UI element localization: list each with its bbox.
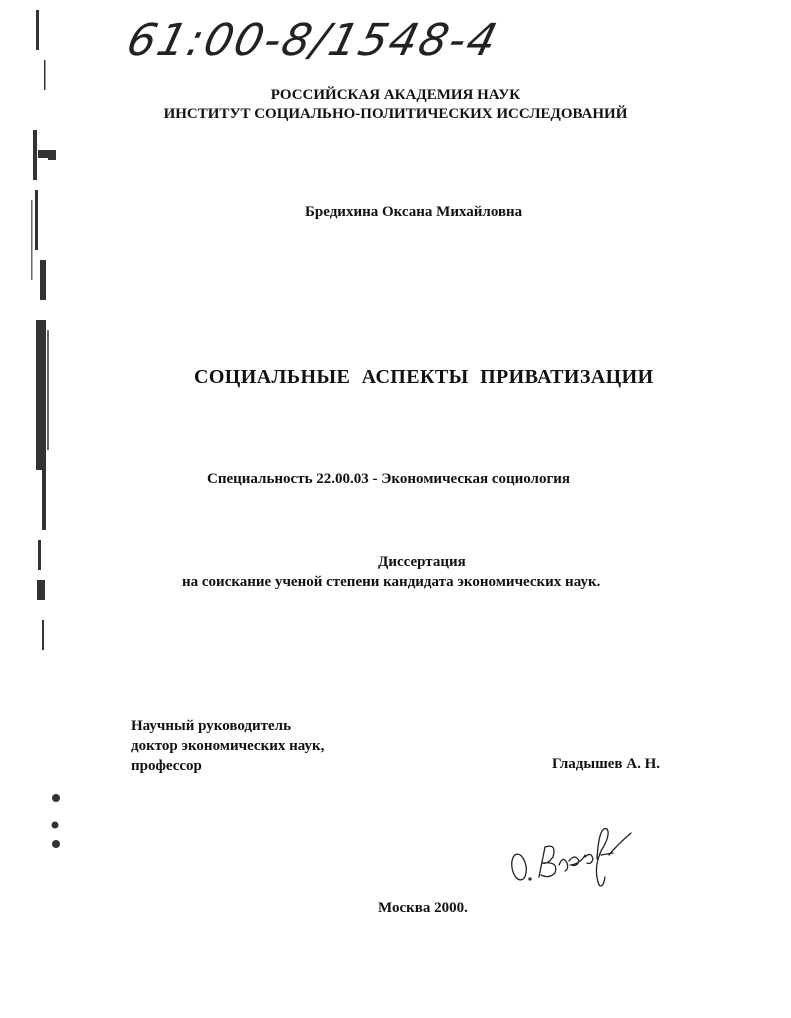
supervisor-block (131, 716, 324, 776)
author-signature (505, 815, 635, 895)
academy-name: РОССИЙСКАЯ АКАДЕМИЯ НАУК (270, 87, 521, 103)
dissertation-title: СОЦИАЛЬНЫЕ АСПЕКТЫ ПРИВАТИЗАЦИИ (194, 366, 654, 388)
degree-line: на соискание ученой степени кандидата экономических наук. (182, 574, 601, 590)
author-name: Бредихина Оксана Михайловна (305, 204, 523, 220)
dissertation-label: Диссертация (378, 554, 466, 570)
specialty-line: Специальность 22.00.03 - Экономическая социология (207, 471, 571, 487)
catalog-number-handwritten: 61:00-8/1548-4 (121, 15, 504, 66)
institute-name: ИНСТИТУТ СОЦИАЛЬНО-ПОЛИТИЧЕСКИХ ИССЛЕДОВАНИЙ (163, 106, 628, 122)
place-and-year: Москва 2000. (378, 900, 468, 916)
scan-edge-artifact (0, 0, 80, 1018)
supervisor-degree: доктор экономических наук, (131, 738, 325, 754)
supervisor-rank: профессор (131, 758, 202, 774)
organization-header (0, 86, 791, 124)
supervisor-role: Научный руководитель (131, 718, 291, 734)
supervisor-name: Гладышев А. Н. (552, 756, 660, 772)
